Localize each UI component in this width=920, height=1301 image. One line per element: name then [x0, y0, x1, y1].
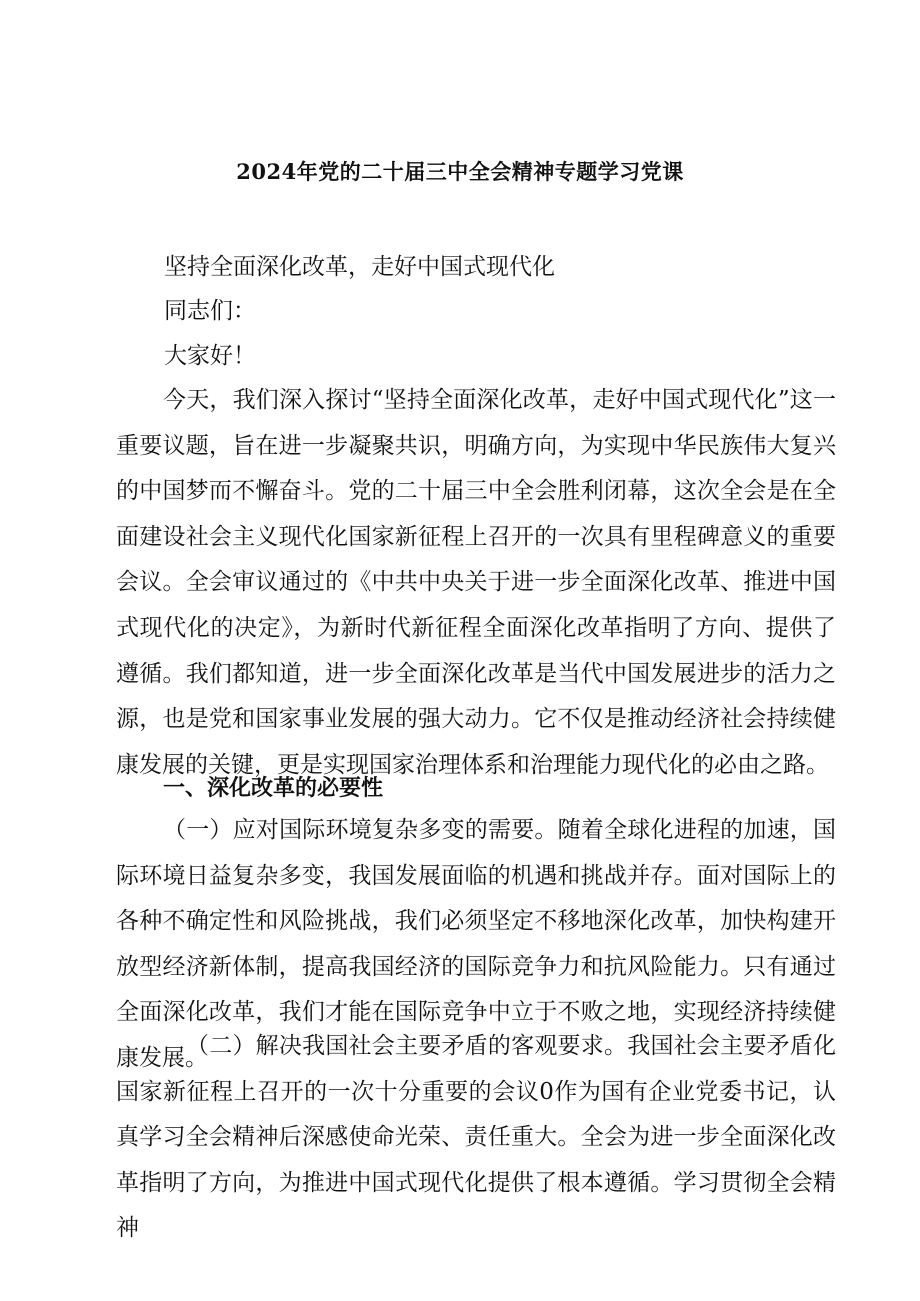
paragraph-section1-part1: （一）应对国际环境复杂多变的需要。随着全球化进程的加速，国际环境日益复杂多变，我国发展面临的机遇和挑战并存。面对国际上的各种不确定性和风险挑战，我们必须坚定不移地深化改革，加快构建开放型经济新体制，提高我国经济的国际竞争力和抗风险能力。只有通过全面深化改革，我们才能在国际竞争中立于不败之地，实现经济持续健康发展。: [116, 817, 836, 1071]
salutation: 同志们：: [164, 298, 256, 324]
paragraph-section1-part2: （二）解决我国社会主要矛盾的客观要求。我国社会主要矛盾化国家新征程上召开的一次十分重要的会议0作为国有企业党委书记，认真学习全会精神后深感使命光荣、责任重大。全会为进一步全面深化改革指明了方向，为推进中国式现代化提供了根本遵循。学习贯彻全会精神: [116, 1033, 836, 1242]
greeting: 大家好！: [164, 343, 256, 369]
section-heading-1: 一、深化改革的必要性: [163, 775, 384, 801]
document-title: 2024年党的二十届三中全会精神专题学习党课: [236, 159, 684, 184]
paragraph-intro: 今天，我们深入探讨“坚持全面深化改革，走好中国式现代化”这一重要议题，旨在进一步凝聚共识，明确方向，为实现中华民族伟大复兴的中国梦而不懈奋斗。党的二十届三中全会胜利闭幕，这次全会是在全面建设社会主义现代化国家新征程上召开的一次具有里程碑意义的重要会议。全会审议通过的《中共中央关于进一步全面深化改革、推进中国式现代化的决定》，为新时代新征程全面深化改革指明了方向、提供了遵循。我们都知道，进一步全面深化改革是当代中国发展进步的活力之源，也是党和国家事业发展的强大动力。它不仅是推动经济社会持续健康发展的关键，更是实现国家治理体系和治理能力现代化的必由之路。: [116, 387, 836, 778]
document-subtitle: 坚持全面深化改革，走好中国式现代化: [164, 254, 555, 280]
